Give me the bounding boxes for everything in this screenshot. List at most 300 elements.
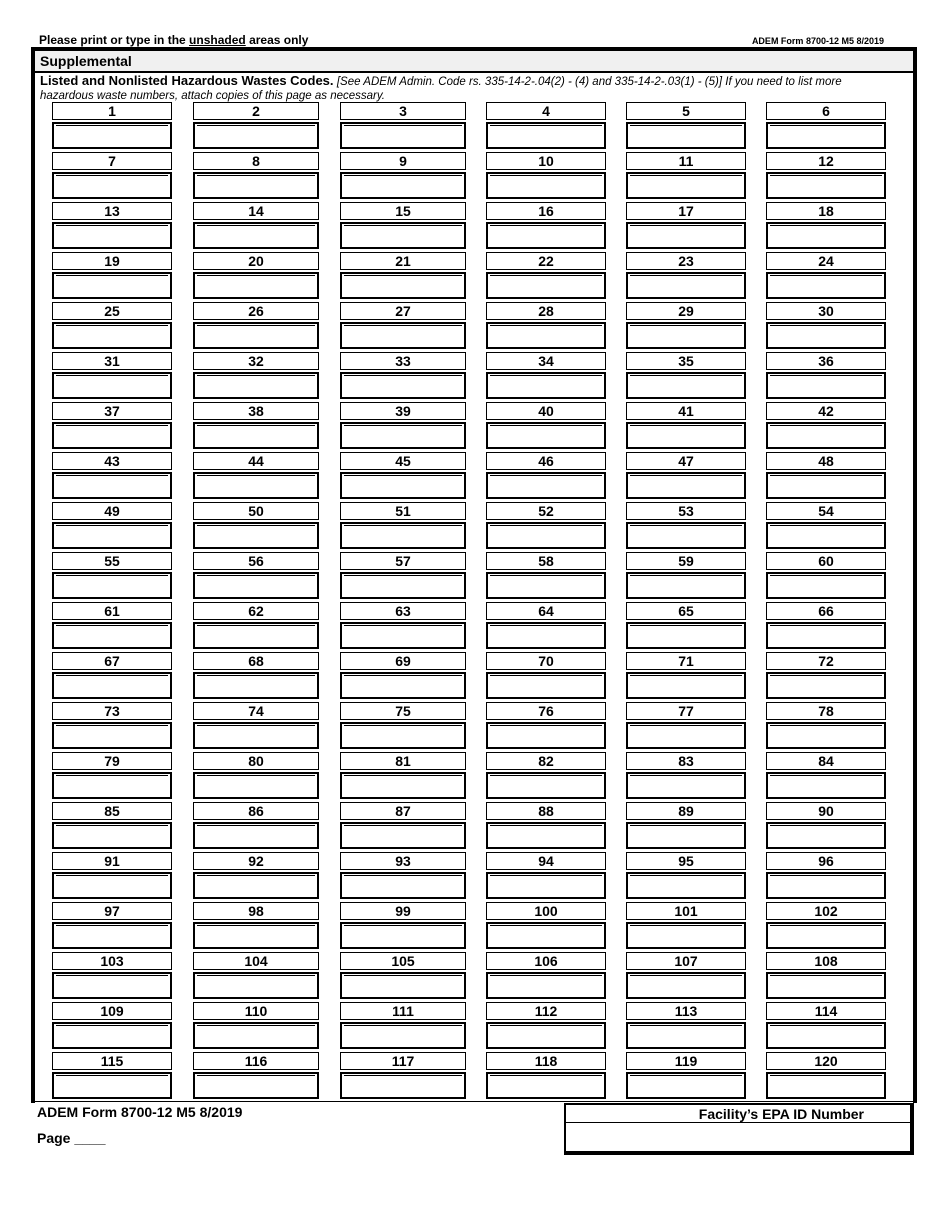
waste-code-input[interactable] xyxy=(193,872,319,899)
waste-code-cell xyxy=(340,452,466,500)
waste-code-cell xyxy=(340,702,466,750)
waste-code-cell xyxy=(766,952,886,1000)
waste-code-number: 37 xyxy=(52,402,172,420)
waste-code-input[interactable] xyxy=(486,172,606,199)
waste-code-number: 1 xyxy=(52,102,172,120)
waste-code-input[interactable] xyxy=(193,772,319,799)
waste-code-input[interactable] xyxy=(626,622,746,649)
footer-form-id: ADEM Form 8700-12 M5 8/2019 xyxy=(37,1104,243,1120)
waste-code-input[interactable] xyxy=(193,522,319,549)
waste-code-cell xyxy=(340,852,466,900)
waste-code-number: 49 xyxy=(52,502,172,520)
waste-code-cell xyxy=(193,652,319,700)
waste-code-input[interactable] xyxy=(340,172,466,199)
waste-code-input[interactable] xyxy=(766,122,886,149)
waste-code-input[interactable] xyxy=(486,872,606,899)
waste-code-input[interactable] xyxy=(766,1022,886,1049)
waste-code-number: 15 xyxy=(340,202,466,220)
waste-code-number: 119 xyxy=(626,1052,746,1070)
waste-code-number: 79 xyxy=(52,752,172,770)
waste-code-number: 74 xyxy=(193,702,319,720)
waste-code-number: 108 xyxy=(766,952,886,970)
waste-code-cell xyxy=(486,852,606,900)
waste-code-input[interactable] xyxy=(626,972,746,999)
waste-code-number: 56 xyxy=(193,552,319,570)
waste-code-number: 8 xyxy=(193,152,319,170)
waste-code-input[interactable] xyxy=(626,172,746,199)
waste-code-cell xyxy=(52,252,172,300)
waste-code-cell xyxy=(52,602,172,650)
waste-code-number: 65 xyxy=(626,602,746,620)
waste-code-number: 99 xyxy=(340,902,466,920)
waste-code-input[interactable] xyxy=(626,522,746,549)
waste-code-input[interactable] xyxy=(52,822,172,849)
waste-code-number: 81 xyxy=(340,752,466,770)
waste-code-cell xyxy=(486,552,606,600)
waste-code-number: 71 xyxy=(626,652,746,670)
waste-code-input[interactable] xyxy=(626,872,746,899)
waste-code-number: 67 xyxy=(52,652,172,670)
waste-code-input[interactable] xyxy=(626,372,746,399)
waste-code-input[interactable] xyxy=(626,122,746,149)
waste-code-cell xyxy=(193,352,319,400)
waste-code-number: 93 xyxy=(340,852,466,870)
waste-code-number: 117 xyxy=(340,1052,466,1070)
waste-code-cell xyxy=(52,502,172,550)
waste-code-input[interactable] xyxy=(193,222,319,249)
waste-code-cell xyxy=(486,502,606,550)
waste-code-cell xyxy=(766,452,886,500)
waste-code-number: 78 xyxy=(766,702,886,720)
waste-code-input[interactable] xyxy=(340,872,466,899)
waste-code-input[interactable] xyxy=(52,172,172,199)
waste-code-cell xyxy=(486,402,606,450)
waste-code-cell xyxy=(340,102,466,150)
waste-code-cell xyxy=(340,502,466,550)
waste-code-input[interactable] xyxy=(193,822,319,849)
waste-code-cell xyxy=(486,152,606,200)
waste-code-cell xyxy=(626,502,746,550)
waste-code-number: 33 xyxy=(340,352,466,370)
waste-code-cell xyxy=(340,1002,466,1050)
waste-code-cell xyxy=(486,702,606,750)
waste-code-input[interactable] xyxy=(193,1072,319,1099)
waste-code-cell xyxy=(486,602,606,650)
waste-code-input[interactable] xyxy=(340,572,466,599)
waste-code-input[interactable] xyxy=(766,722,886,749)
waste-code-number: 12 xyxy=(766,152,886,170)
waste-code-cell xyxy=(193,702,319,750)
waste-code-number: 52 xyxy=(486,502,606,520)
waste-code-number: 96 xyxy=(766,852,886,870)
waste-code-input[interactable] xyxy=(340,222,466,249)
waste-code-cell xyxy=(766,152,886,200)
waste-code-cell xyxy=(193,102,319,150)
waste-code-input[interactable] xyxy=(486,322,606,349)
waste-code-number: 30 xyxy=(766,302,886,320)
waste-code-input[interactable] xyxy=(193,672,319,699)
waste-code-input[interactable] xyxy=(340,972,466,999)
waste-code-cell xyxy=(766,102,886,150)
waste-code-cell xyxy=(766,202,886,250)
waste-code-input[interactable] xyxy=(340,622,466,649)
waste-code-input[interactable] xyxy=(340,722,466,749)
waste-code-input[interactable] xyxy=(766,622,886,649)
waste-code-number: 55 xyxy=(52,552,172,570)
waste-code-number: 75 xyxy=(340,702,466,720)
waste-code-input[interactable] xyxy=(193,272,319,299)
waste-code-cell xyxy=(626,1002,746,1050)
waste-code-input[interactable] xyxy=(766,322,886,349)
print-instruction xyxy=(39,33,308,47)
waste-code-cell xyxy=(626,202,746,250)
waste-code-input[interactable] xyxy=(486,422,606,449)
waste-code-input[interactable] xyxy=(52,1022,172,1049)
waste-code-input[interactable] xyxy=(52,222,172,249)
waste-code-input[interactable] xyxy=(766,372,886,399)
waste-code-input[interactable] xyxy=(52,922,172,949)
waste-code-input[interactable] xyxy=(340,1022,466,1049)
header-form-id: ADEM Form 8700-12 M5 8/2019 xyxy=(751,36,884,46)
waste-code-number: 41 xyxy=(626,402,746,420)
waste-code-number: 18 xyxy=(766,202,886,220)
waste-code-cell xyxy=(766,402,886,450)
waste-code-input[interactable] xyxy=(766,822,886,849)
waste-code-number: 20 xyxy=(193,252,319,270)
waste-code-input[interactable] xyxy=(193,572,319,599)
waste-code-input[interactable] xyxy=(340,272,466,299)
waste-code-cell xyxy=(193,552,319,600)
waste-code-input[interactable] xyxy=(766,422,886,449)
waste-code-cell xyxy=(626,802,746,850)
waste-code-cell xyxy=(486,452,606,500)
waste-code-cell xyxy=(340,202,466,250)
waste-code-cell xyxy=(193,1052,319,1100)
waste-code-cell xyxy=(486,652,606,700)
waste-code-cell xyxy=(52,1052,172,1100)
waste-code-number: 87 xyxy=(340,802,466,820)
waste-code-cell xyxy=(626,1052,746,1100)
waste-code-number: 60 xyxy=(766,552,886,570)
footer-divider xyxy=(31,1101,917,1102)
waste-code-cell xyxy=(340,802,466,850)
waste-code-cell xyxy=(193,602,319,650)
waste-code-number: 58 xyxy=(486,552,606,570)
waste-code-input[interactable] xyxy=(52,772,172,799)
waste-code-input[interactable] xyxy=(52,122,172,149)
waste-code-input[interactable] xyxy=(766,572,886,599)
waste-code-input[interactable] xyxy=(626,1072,746,1099)
waste-code-input[interactable] xyxy=(52,872,172,899)
waste-code-number: 94 xyxy=(486,852,606,870)
waste-code-number: 53 xyxy=(626,502,746,520)
waste-code-cell xyxy=(193,452,319,500)
waste-code-cell xyxy=(626,902,746,950)
waste-code-input[interactable] xyxy=(486,222,606,249)
waste-code-number: 115 xyxy=(52,1052,172,1070)
waste-code-cell xyxy=(193,952,319,1000)
waste-code-cell xyxy=(340,1052,466,1100)
epa-id-input[interactable] xyxy=(564,1123,914,1155)
waste-code-input[interactable] xyxy=(193,622,319,649)
waste-code-input[interactable] xyxy=(52,422,172,449)
waste-code-number: 116 xyxy=(193,1052,319,1070)
waste-code-input[interactable] xyxy=(766,972,886,999)
waste-code-input[interactable] xyxy=(486,922,606,949)
waste-code-cell xyxy=(340,902,466,950)
waste-code-cell xyxy=(52,852,172,900)
waste-code-input[interactable] xyxy=(340,822,466,849)
waste-code-cell xyxy=(486,252,606,300)
waste-code-cell xyxy=(626,752,746,800)
waste-code-number: 10 xyxy=(486,152,606,170)
waste-code-input[interactable] xyxy=(626,322,746,349)
waste-code-input[interactable] xyxy=(486,272,606,299)
waste-code-number: 21 xyxy=(340,252,466,270)
waste-code-input[interactable] xyxy=(340,772,466,799)
waste-code-number: 57 xyxy=(340,552,466,570)
waste-code-input[interactable] xyxy=(486,672,606,699)
waste-code-cell xyxy=(766,1002,886,1050)
waste-code-cell xyxy=(193,902,319,950)
waste-code-cell xyxy=(626,252,746,300)
waste-code-cell xyxy=(340,652,466,700)
waste-code-input[interactable] xyxy=(52,322,172,349)
waste-code-input[interactable] xyxy=(340,522,466,549)
waste-code-input[interactable] xyxy=(486,1022,606,1049)
waste-code-input[interactable] xyxy=(193,422,319,449)
waste-code-cell xyxy=(340,602,466,650)
waste-code-cell xyxy=(486,952,606,1000)
waste-code-input[interactable] xyxy=(340,922,466,949)
waste-code-input[interactable] xyxy=(52,522,172,549)
waste-code-number: 4 xyxy=(486,102,606,120)
waste-code-input[interactable] xyxy=(193,722,319,749)
waste-code-cell xyxy=(340,952,466,1000)
waste-code-input[interactable] xyxy=(193,172,319,199)
waste-code-cell xyxy=(340,552,466,600)
waste-code-input[interactable] xyxy=(766,1072,886,1099)
waste-code-cell xyxy=(193,1002,319,1050)
waste-code-input[interactable] xyxy=(626,572,746,599)
waste-code-input[interactable] xyxy=(486,572,606,599)
waste-code-input[interactable] xyxy=(52,622,172,649)
waste-code-cell xyxy=(766,852,886,900)
waste-code-number: 43 xyxy=(52,452,172,470)
waste-code-cell xyxy=(626,652,746,700)
waste-code-number: 85 xyxy=(52,802,172,820)
waste-code-number: 61 xyxy=(52,602,172,620)
waste-code-number: 19 xyxy=(52,252,172,270)
waste-code-number: 22 xyxy=(486,252,606,270)
waste-code-cell xyxy=(52,752,172,800)
waste-code-number: 106 xyxy=(486,952,606,970)
waste-code-input[interactable] xyxy=(626,922,746,949)
waste-code-cell xyxy=(193,802,319,850)
waste-code-number: 42 xyxy=(766,402,886,420)
waste-code-input[interactable] xyxy=(193,372,319,399)
waste-code-number: 25 xyxy=(52,302,172,320)
waste-code-input[interactable] xyxy=(340,672,466,699)
waste-code-cell xyxy=(766,602,886,650)
waste-code-input[interactable] xyxy=(626,772,746,799)
waste-code-number: 70 xyxy=(486,652,606,670)
waste-code-cell xyxy=(52,102,172,150)
waste-code-number: 34 xyxy=(486,352,606,370)
waste-code-input[interactable] xyxy=(340,372,466,399)
waste-code-input[interactable] xyxy=(626,672,746,699)
waste-code-input[interactable] xyxy=(626,272,746,299)
waste-code-input[interactable] xyxy=(486,122,606,149)
waste-code-cell xyxy=(626,102,746,150)
waste-code-input[interactable] xyxy=(193,1022,319,1049)
waste-code-number: 62 xyxy=(193,602,319,620)
waste-code-input[interactable] xyxy=(52,672,172,699)
waste-code-input[interactable] xyxy=(193,922,319,949)
waste-code-input[interactable] xyxy=(52,1072,172,1099)
waste-code-cell xyxy=(193,402,319,450)
waste-code-input[interactable] xyxy=(766,922,886,949)
waste-code-cell xyxy=(766,702,886,750)
waste-code-input[interactable] xyxy=(193,472,319,499)
waste-code-input[interactable] xyxy=(626,722,746,749)
waste-code-number: 107 xyxy=(626,952,746,970)
waste-code-number: 44 xyxy=(193,452,319,470)
waste-code-number: 54 xyxy=(766,502,886,520)
waste-code-cell xyxy=(52,552,172,600)
waste-code-input[interactable] xyxy=(486,1072,606,1099)
waste-code-input[interactable] xyxy=(766,872,886,899)
waste-code-input[interactable] xyxy=(766,672,886,699)
waste-code-number: 111 xyxy=(340,1002,466,1020)
waste-code-input[interactable] xyxy=(340,122,466,149)
waste-code-cell xyxy=(52,452,172,500)
waste-code-input[interactable] xyxy=(486,772,606,799)
waste-code-input[interactable] xyxy=(766,522,886,549)
waste-code-input[interactable] xyxy=(193,322,319,349)
waste-code-input[interactable] xyxy=(626,472,746,499)
waste-code-cell xyxy=(766,652,886,700)
waste-code-input[interactable] xyxy=(766,472,886,499)
waste-code-number: 39 xyxy=(340,402,466,420)
waste-code-number: 120 xyxy=(766,1052,886,1070)
waste-code-cell xyxy=(766,302,886,350)
waste-code-number: 91 xyxy=(52,852,172,870)
waste-code-number: 110 xyxy=(193,1002,319,1020)
waste-code-input[interactable] xyxy=(340,422,466,449)
waste-code-cell xyxy=(486,1052,606,1100)
waste-code-cell xyxy=(486,902,606,950)
waste-code-input[interactable] xyxy=(486,722,606,749)
waste-code-number: 114 xyxy=(766,1002,886,1020)
waste-code-cell xyxy=(626,952,746,1000)
waste-code-number: 47 xyxy=(626,452,746,470)
waste-code-input[interactable] xyxy=(193,972,319,999)
waste-code-cell xyxy=(626,152,746,200)
waste-code-number: 16 xyxy=(486,202,606,220)
waste-code-input[interactable] xyxy=(626,822,746,849)
waste-code-number: 83 xyxy=(626,752,746,770)
waste-code-cell xyxy=(486,802,606,850)
waste-code-input[interactable] xyxy=(52,372,172,399)
codes-heading-instruction: [See ADEM Admin. Code rs. 335-14-2-.04(2) - (4) and 335-14-2-.03(1) - (5)] If you need to list more hazardous waste numbers, attach copies of this page as necessary. xyxy=(40,76,842,102)
waste-code-cell xyxy=(193,502,319,550)
waste-code-number: 40 xyxy=(486,402,606,420)
waste-code-input[interactable] xyxy=(486,972,606,999)
waste-code-input[interactable] xyxy=(766,222,886,249)
waste-code-input[interactable] xyxy=(486,822,606,849)
waste-code-number: 92 xyxy=(193,852,319,870)
waste-code-input[interactable] xyxy=(766,272,886,299)
waste-code-cell xyxy=(766,252,886,300)
waste-code-cell xyxy=(486,752,606,800)
waste-code-input[interactable] xyxy=(766,772,886,799)
page-number-label: Page ____ xyxy=(37,1130,106,1146)
waste-code-input[interactable] xyxy=(52,572,172,599)
waste-code-number: 103 xyxy=(52,952,172,970)
waste-code-input[interactable] xyxy=(626,422,746,449)
waste-code-input[interactable] xyxy=(486,622,606,649)
waste-code-cell xyxy=(52,152,172,200)
waste-code-input[interactable] xyxy=(486,472,606,499)
waste-code-cell xyxy=(626,852,746,900)
waste-code-cell xyxy=(626,602,746,650)
print-instruction-underlined: unshaded xyxy=(189,33,246,47)
waste-code-cell xyxy=(626,352,746,400)
waste-code-cell xyxy=(766,1052,886,1100)
waste-code-number: 45 xyxy=(340,452,466,470)
waste-code-input[interactable] xyxy=(766,172,886,199)
waste-code-number: 3 xyxy=(340,102,466,120)
waste-code-input[interactable] xyxy=(52,722,172,749)
waste-code-cell xyxy=(486,202,606,250)
waste-code-number: 51 xyxy=(340,502,466,520)
waste-code-input[interactable] xyxy=(486,372,606,399)
waste-code-number: 77 xyxy=(626,702,746,720)
waste-code-input[interactable] xyxy=(340,472,466,499)
waste-code-cell xyxy=(52,302,172,350)
waste-code-cell xyxy=(340,752,466,800)
waste-code-cell xyxy=(626,452,746,500)
waste-code-cell xyxy=(52,352,172,400)
waste-code-input[interactable] xyxy=(193,122,319,149)
waste-code-number: 84 xyxy=(766,752,886,770)
waste-code-cell xyxy=(626,702,746,750)
waste-code-number: 101 xyxy=(626,902,746,920)
waste-code-number: 98 xyxy=(193,902,319,920)
waste-code-input[interactable] xyxy=(52,272,172,299)
waste-code-cell xyxy=(766,902,886,950)
waste-code-number: 68 xyxy=(193,652,319,670)
waste-code-cell xyxy=(766,552,886,600)
waste-code-input[interactable] xyxy=(52,972,172,999)
waste-code-cell xyxy=(52,952,172,1000)
waste-code-number: 7 xyxy=(52,152,172,170)
waste-code-input[interactable] xyxy=(486,522,606,549)
waste-code-number: 11 xyxy=(626,152,746,170)
waste-code-number: 66 xyxy=(766,602,886,620)
waste-code-input[interactable] xyxy=(340,1072,466,1099)
waste-code-input[interactable] xyxy=(340,322,466,349)
waste-code-number: 5 xyxy=(626,102,746,120)
epa-id-label: Facility’s EPA ID Number xyxy=(564,1103,914,1124)
waste-code-cell xyxy=(626,402,746,450)
waste-code-input[interactable] xyxy=(52,472,172,499)
waste-code-input[interactable] xyxy=(626,222,746,249)
waste-code-cell xyxy=(193,202,319,250)
waste-code-cell xyxy=(193,252,319,300)
waste-code-input[interactable] xyxy=(626,1022,746,1049)
